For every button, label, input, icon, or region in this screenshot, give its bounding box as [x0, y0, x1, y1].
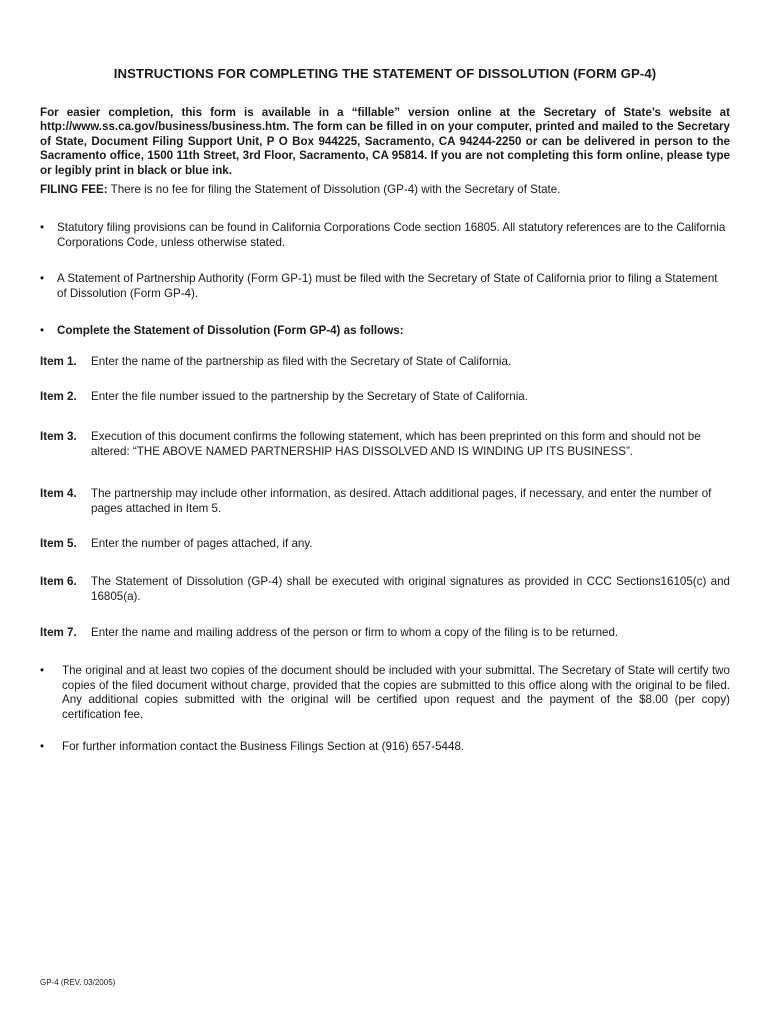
- bullet-dot: •: [40, 272, 45, 285]
- bullet-text: The original and at least two copies of the document should be included with your submittal. The Secretary of State will certify two copies of the filed document without charge, provided that the copies are submitted to this office along with the original to be filed. Any additional copies submitted with the original will be certified upon request and the payment of the $8.00 (per copy) certification fee.: [62, 664, 730, 721]
- bullet-text: For further information contact the Business Filings Section at (916) 657-5448.: [62, 740, 465, 753]
- item-text: Enter the file number issued to the partnership by the Secretary of State of California.: [91, 390, 528, 403]
- item-7: [40, 626, 730, 641]
- intro-paragraph: [40, 106, 730, 178]
- bullet-dot: •: [40, 740, 45, 753]
- bullet-dot: •: [40, 324, 45, 337]
- item-4: [40, 487, 730, 516]
- bullet-text: A Statement of Partnership Authority (Form GP-1) must be filed with the Secretary of State of California prior to filing a Statement of Dissolution (Form GP-4).: [57, 272, 718, 300]
- item-6: [40, 575, 730, 604]
- item-3: [40, 430, 730, 459]
- bullet-complete: [40, 324, 730, 339]
- bullet-text: Complete the Statement of Dissolution (Form GP-4) as follows:: [57, 324, 404, 337]
- bullet-copies: [40, 664, 730, 722]
- item-label: Item 1.: [40, 355, 77, 368]
- item-label: Item 4.: [40, 487, 77, 500]
- item-text: Enter the number of pages attached, if any.: [91, 537, 313, 550]
- item-label: Item 7.: [40, 626, 77, 639]
- item-text: Execution of this document confirms the following statement, which has been preprinted on this form and should not be altered: “THE ABOVE NAMED PARTNERSHIP HAS DISSOLVED AND IS WINDING UP ITS BUSINESS”.: [91, 430, 701, 458]
- form-revision-footer: GP-4 (REV. 03/2005): [40, 978, 116, 987]
- item-label: Item 6.: [40, 575, 77, 588]
- bullet-gp1: [40, 272, 730, 301]
- item-label: Item 2.: [40, 390, 77, 403]
- filing-fee-label: FILING FEE:: [40, 183, 108, 196]
- bullet-contact: [40, 740, 730, 755]
- item-2: [40, 390, 730, 405]
- item-text: Enter the name and mailing address of the person or firm to whom a copy of the filing is to be returned.: [91, 626, 619, 639]
- bullet-dot: •: [40, 664, 45, 677]
- item-text: The partnership may include other information, as desired. Attach additional pages, if necessary, and enter the number of pages attached in Item 5.: [91, 487, 712, 515]
- filing-fee: [40, 183, 730, 198]
- item-text: Enter the name of the partnership as filed with the Secretary of State of California.: [91, 355, 512, 368]
- intro-text: For easier completion, this form is available in a “fillable” version online at the Secretary of State’s website at http://www.ss.ca.gov/business/business.htm. The form can be filled in on your computer, printed and mailed to the Secretary of State, Document Filing Support Unit, P O Box 944225, Sacramento, CA 94244-2250 or can be delivered in person to the Sacramento office, 1500 11th Street, 3rd Floor, Sacramento, CA 95814. If you are not completing this form online, please type or legibly print in black or blue ink.: [40, 106, 730, 177]
- item-text: The Statement of Dissolution (GP-4) shall be executed with original signatures as provided in CCC Sections16105(c) and 16805(a).: [91, 575, 730, 603]
- page-title: INSTRUCTIONS FOR COMPLETING THE STATEMENT OF DISSOLUTION (FORM GP-4): [113, 66, 657, 81]
- filing-fee-text: There is no fee for filing the Statement of Dissolution (GP-4) with the Secretary of State.: [110, 183, 561, 196]
- item-label: Item 5.: [40, 537, 77, 550]
- item-5: [40, 537, 730, 552]
- bullet-statutory: [40, 221, 730, 250]
- item-label: Item 3.: [40, 430, 77, 443]
- bullet-dot: •: [40, 221, 45, 234]
- item-1: [40, 355, 730, 370]
- bullet-text: Statutory filing provisions can be found in California Corporations Code section 16805. All statutory references are to the California Corporations Code, unless otherwise stated.: [57, 221, 726, 249]
